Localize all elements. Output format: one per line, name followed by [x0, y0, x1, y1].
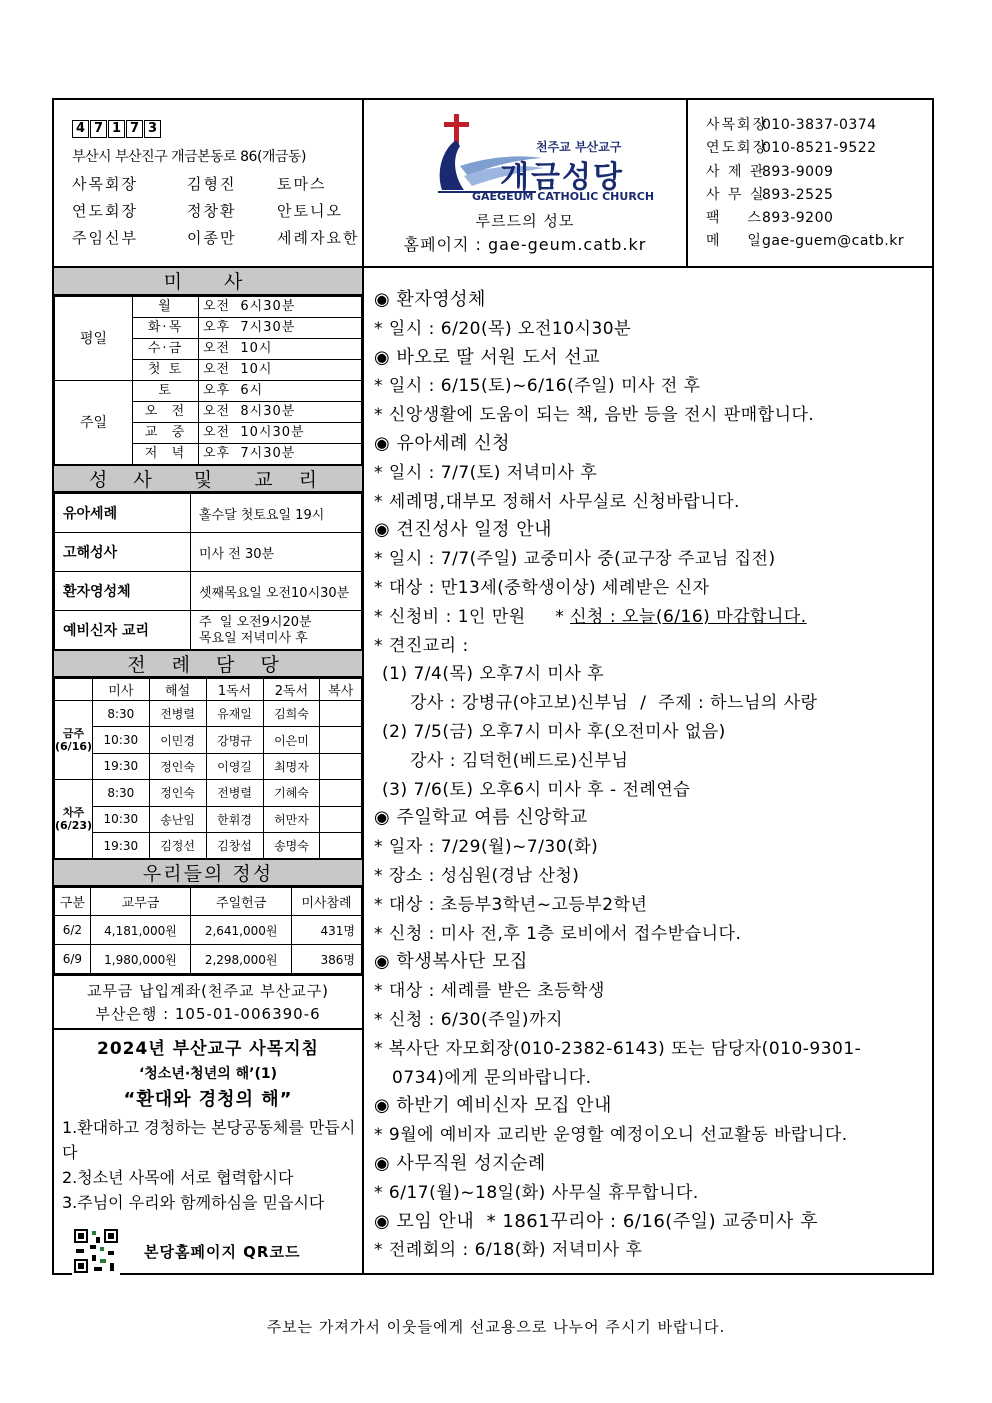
- notice-heading: ◉ 견진성사 일정 안내: [374, 519, 552, 541]
- mass-day: 저 녁: [133, 444, 199, 465]
- table-row: [55, 832, 362, 858]
- header-cell: 2독서: [263, 679, 320, 701]
- header-cell: 교무금: [90, 888, 191, 916]
- staff-name: 이종만: [187, 229, 237, 247]
- notice-heading: ◉ 주일학교 여름 신앙학교: [374, 807, 588, 829]
- table-cell: 1,980,000원: [90, 945, 191, 974]
- table-cell: 정인숙: [149, 753, 206, 779]
- table-row: [55, 381, 362, 402]
- notice-item: * 대상 : 초등부3학년~고등부2학년: [374, 894, 648, 915]
- staff-role: 사목회장: [72, 175, 138, 193]
- qr-row: [54, 1227, 362, 1275]
- contact-label: 사목회장: [706, 117, 769, 133]
- notice-item: * 장소 : 성심원(경남 산청): [374, 865, 580, 886]
- table-row: [55, 780, 362, 806]
- table-cell: 10:30: [93, 727, 150, 753]
- weekday-label: 평일: [55, 297, 133, 381]
- table-cell: 2,641,000원: [191, 916, 292, 945]
- header: [54, 100, 932, 268]
- header-cell: 1독서: [206, 679, 263, 701]
- liturgy-table: [54, 678, 362, 859]
- table-cell: 8:30: [93, 701, 150, 727]
- table-row: [55, 611, 362, 650]
- table-header-row: [55, 679, 362, 701]
- left-column: [54, 268, 364, 1273]
- zip-digit: 3: [144, 120, 161, 138]
- deadline-notice: 신청 : 오늘(6/16) 마감합니다.: [570, 606, 807, 627]
- sacrament-time: 홀수달 첫토요일 19시: [191, 494, 362, 533]
- contact-value[interactable]: gae-guem@catb.kr: [762, 233, 905, 250]
- mass-day: 수·금: [133, 339, 199, 360]
- header-cell: [55, 679, 93, 701]
- notice-item: 강사 : 김덕헌(베드로)신부님: [410, 750, 629, 771]
- table-cell: [320, 753, 362, 779]
- notice-heading: ◉ 바오로 딸 서원 도서 선교: [374, 346, 601, 368]
- sacrament-time: 셋째목요일 오전10시30분: [191, 572, 362, 611]
- table-row: [55, 806, 362, 832]
- notice-item: * 일시 : 6/15(토)~6/16(주일) 미사 전 후: [374, 376, 701, 397]
- table-row: [55, 297, 362, 318]
- mass-day: 첫 토: [133, 360, 199, 381]
- table-row: [55, 916, 362, 945]
- staff-role: 주임신부: [72, 229, 138, 247]
- church-logo-block: [366, 100, 688, 266]
- contact-row: [690, 207, 930, 230]
- table-cell: [320, 832, 362, 858]
- table-cell: 이민경: [149, 727, 206, 753]
- footer-note: 주보는 가져가서 이웃들에게 선교용으로 나누어 주시기 바랍니다.: [266, 1318, 726, 1336]
- mass-time: 오후 7시30분: [199, 444, 362, 465]
- table-cell: [320, 806, 362, 832]
- zip-code: [72, 120, 362, 138]
- week-label: 차주(6/23): [55, 780, 93, 859]
- notice-subheading: (2) 7/5(금) 오후7시 미사 후(오전미사 없음): [382, 721, 726, 742]
- sacrament-time: [191, 611, 362, 650]
- mass-day: 교 중: [133, 423, 199, 444]
- mass-time: 오전 10시: [199, 360, 362, 381]
- table-cell: 전병렬: [149, 701, 206, 727]
- notice-item: [374, 603, 932, 632]
- policy-title: 2024년 부산교구 사목지침: [97, 1039, 319, 1060]
- contact-value: 893-9200: [762, 210, 834, 227]
- table-cell: 김희숙: [263, 701, 320, 727]
- notice-text: * 신청비 : 1인 만원 *: [374, 606, 571, 627]
- table-header-row: [55, 888, 362, 916]
- table-cell: 정인숙: [149, 780, 206, 806]
- notice-item: * 견진교리 :: [374, 635, 469, 656]
- notice-item: 강사 : 강병규(야고보)신부님 / 주제 : 하느님의 사랑: [410, 693, 818, 714]
- sacrament-name: 예비신자 교리: [55, 611, 191, 650]
- sacrament-name: 고해성사: [55, 533, 191, 572]
- staff-name: 정창환: [187, 202, 237, 220]
- table-cell: 송난임: [149, 806, 206, 832]
- staff-row: [72, 171, 362, 198]
- staff-saint: 토마스: [277, 175, 327, 193]
- header-info: [54, 100, 364, 266]
- contact-label: 연도회장: [706, 140, 769, 157]
- header-cell: 미사참례: [291, 888, 361, 916]
- account-line: 교무금 납입계좌(천주교 부산교구): [86, 982, 330, 1001]
- homepage[interactable]: 홈페이지 : gae-geum.catb.kr: [403, 235, 647, 254]
- table-row: [55, 494, 362, 533]
- table-cell: 허만자: [263, 806, 320, 832]
- mass-day: 화·목: [133, 318, 199, 339]
- qr-code-icon[interactable]: [72, 1227, 120, 1275]
- table-row: [55, 533, 362, 572]
- mass-table: [54, 296, 362, 465]
- table-cell: 386명: [291, 945, 361, 974]
- table-cell: 기혜숙: [263, 780, 320, 806]
- notice-heading: ◉ 모임 안내 * 1861꾸리아 : 6/16(주일) 교중미사 후: [374, 1210, 818, 1232]
- table-cell: 19:30: [93, 753, 150, 779]
- staff-saint: 세례자요한: [277, 229, 360, 247]
- account-info: [54, 974, 362, 1030]
- notice-item: * 6/17(월)~18일(화) 사무실 휴무합니다.: [374, 1182, 699, 1203]
- notice-subheading: (3) 7/6(토) 오후6시 미사 후 - 전례연습: [382, 779, 691, 800]
- table-cell: 송명숙: [263, 832, 320, 858]
- mass-time: 오전 10시: [199, 339, 362, 360]
- table-cell: 전병렬: [206, 780, 263, 806]
- header-cell: 미사: [93, 679, 150, 701]
- sacrament-time-line: 주 일 오전9시20분: [199, 615, 312, 630]
- header-cell: 해설: [149, 679, 206, 701]
- header-cell: 복사: [320, 679, 362, 701]
- staff-row: [72, 225, 362, 252]
- table-row: [55, 701, 362, 727]
- list-item: 3.주님이 우리와 함께하심을 믿읍시다: [62, 1193, 325, 1213]
- table-row: [55, 753, 362, 779]
- policy-subtitle: ‘청소년·청년의 해’(1): [138, 1066, 278, 1083]
- sacrament-time-line: 목요일 저녁미사 후: [199, 631, 308, 646]
- contact-value: 010-8521-9522: [762, 140, 877, 157]
- zip-digit: 4: [72, 120, 89, 138]
- church-name: 개금성당: [500, 160, 624, 195]
- mass-time: 오후 7시30분: [199, 318, 362, 339]
- notice-item: * 일자 : 7/29(월)~7/30(화): [374, 837, 599, 858]
- notice-item: * 세례명,대부모 정해서 사무실로 신청바랍니다.: [374, 491, 740, 512]
- notice-item: * 신청 : 미사 전,후 1층 로비에서 접수받습니다.: [374, 923, 742, 944]
- table-cell: 431명: [291, 916, 361, 945]
- contacts: [690, 114, 930, 254]
- table-cell: 19:30: [93, 832, 150, 858]
- notice-item: * 대상 : 세례를 받은 초등학생: [374, 981, 605, 1002]
- notice-heading: ◉ 유아세례 신청: [374, 432, 510, 454]
- mass-time: 오전 6시30분: [199, 297, 362, 318]
- mass-day: 오 전: [133, 402, 199, 423]
- zip-digit: 7: [90, 120, 107, 138]
- contact-row: [690, 137, 930, 160]
- table-cell: 김창섭: [206, 832, 263, 858]
- staff-name: 김형진: [187, 175, 237, 193]
- table-cell: 유재일: [206, 701, 263, 727]
- table-row: [55, 572, 362, 611]
- header-cell: 주일헌금: [191, 888, 292, 916]
- mass-day: 월: [133, 297, 199, 318]
- offering-title: 우리들의 정성: [54, 859, 362, 887]
- list-item: 1.환대하고 경청하는 본당공동체를 만듭시다: [62, 1118, 356, 1163]
- notice-heading: ◉ 하반기 예비신자 모집 안내: [374, 1095, 612, 1117]
- contact-label: 사 제 관: [706, 163, 766, 180]
- notice-item: * 일시 : 7/7(주일) 교중미사 중(교구장 주교님 집전): [374, 549, 776, 570]
- notice-heading: ◉ 사무직원 성지순례: [374, 1152, 546, 1174]
- sunday-label: 주일: [55, 381, 133, 465]
- church-english-name: GAEGEUM CATHOLIC CHURCH: [472, 190, 655, 203]
- sacraments-title: 성 사 및 교 리: [54, 465, 362, 493]
- policy-list: [54, 1115, 362, 1215]
- notice-item: * 복사단 자모회장(010-2382-6143) 또는 담당자(010-9301-: [374, 1038, 862, 1059]
- table-cell: 2,298,000원: [191, 945, 292, 974]
- table-cell: 4,181,000원: [90, 916, 191, 945]
- table-cell: 강명규: [206, 727, 263, 753]
- table-cell: 8:30: [93, 780, 150, 806]
- offering-table: [54, 887, 362, 974]
- table-cell: 한휘경: [206, 806, 263, 832]
- mass-day: 토: [133, 381, 199, 402]
- contact-row: [690, 184, 930, 207]
- table-cell: [320, 701, 362, 727]
- pastoral-policy: [54, 1030, 362, 1111]
- header-cell: 구분: [55, 888, 91, 916]
- notice-item: * 신청 : 6/30(주일)까지: [374, 1009, 563, 1030]
- mass-time: 오전 10시30분: [199, 423, 362, 444]
- address: 부산시 부산진구 개금본동로 86(개금동): [72, 149, 306, 165]
- notice-item: * 9월에 예비자 교리반 운영할 예정이오니 선교활동 바랍니다.: [374, 1125, 848, 1146]
- notice-item: * 대상 : 만13세(중학생이상) 세례받은 신자: [374, 577, 710, 598]
- contact-label: 팩 스: [706, 210, 763, 227]
- notice-heading: ◉ 환자영성체: [374, 289, 486, 310]
- table-cell: 김정선: [149, 832, 206, 858]
- contact-value: 893-9009: [762, 163, 834, 180]
- table-cell: [320, 727, 362, 753]
- table-cell: 10:30: [93, 806, 150, 832]
- staff-row: [72, 198, 362, 225]
- table-cell: 6/2: [55, 916, 91, 945]
- zip-digit: 7: [126, 120, 143, 138]
- qr-label: 본당홈페이지 QR코드: [144, 1242, 301, 1261]
- table-cell: 6/9: [55, 945, 91, 974]
- table-row: [55, 727, 362, 753]
- table-row: [55, 945, 362, 974]
- contact-row: [690, 114, 930, 137]
- table-cell: 이영길: [206, 753, 263, 779]
- contact-row: [690, 161, 930, 184]
- account-number: 부산은행 : 105-01-006390-6: [95, 1005, 321, 1024]
- staff-saint: 안토니오: [277, 202, 343, 220]
- notice-item: * 일시 : 6/20(목) 오전10시30분: [374, 318, 632, 339]
- diocese-label: 천주교 부산교구: [536, 140, 622, 154]
- liturgy-title: 전 례 담 당: [54, 650, 362, 678]
- bulletin-frame: [52, 98, 934, 1275]
- policy-theme: “환대와 경청의 해”: [123, 1089, 293, 1111]
- contact-label: 메 일: [706, 233, 763, 250]
- notice-item: 0734)에게 문의바랍니다.: [392, 1067, 592, 1088]
- notice-item: * 신앙생활에 도움이 되는 책, 음반 등을 전시 판매합니다.: [374, 405, 815, 426]
- notice-heading: ◉ 학생복사단 모집: [374, 951, 528, 973]
- table-cell: [320, 780, 362, 806]
- week-label: 금주(6/16): [55, 701, 93, 780]
- contact-row: [690, 230, 930, 253]
- table-cell: 이은미: [263, 727, 320, 753]
- contact-value: 010-3837-0374: [762, 117, 877, 133]
- list-item: 2.청소년 사목에 서로 협력합시다: [62, 1168, 294, 1188]
- staff-role: 연도회장: [72, 202, 138, 220]
- sacraments-table: [54, 493, 362, 650]
- sacrament-name: 환자영성체: [55, 572, 191, 611]
- notice-subheading: (1) 7/4(목) 오후7시 미사 후: [382, 664, 605, 685]
- notice-item: * 일시 : 7/7(토) 저녁미사 후: [374, 462, 598, 483]
- contact-label: 사 무 실: [706, 186, 766, 203]
- mass-time: 오전 8시30분: [199, 402, 362, 423]
- table-cell: 최명자: [263, 753, 320, 779]
- notice-item: * 전례회의 : 6/18(화) 저녁미사 후: [374, 1240, 643, 1261]
- zip-digit: 1: [108, 120, 125, 138]
- notices: [366, 268, 932, 1273]
- mass-title: 미 사: [54, 268, 362, 296]
- sacrament-name: 유아세례: [55, 494, 191, 533]
- patron: 루르드의 성모: [475, 212, 575, 230]
- contact-value: 893-2525: [762, 186, 834, 203]
- mass-time: 오후 6시: [199, 381, 362, 402]
- sacrament-time: 미사 전 30분: [191, 533, 362, 572]
